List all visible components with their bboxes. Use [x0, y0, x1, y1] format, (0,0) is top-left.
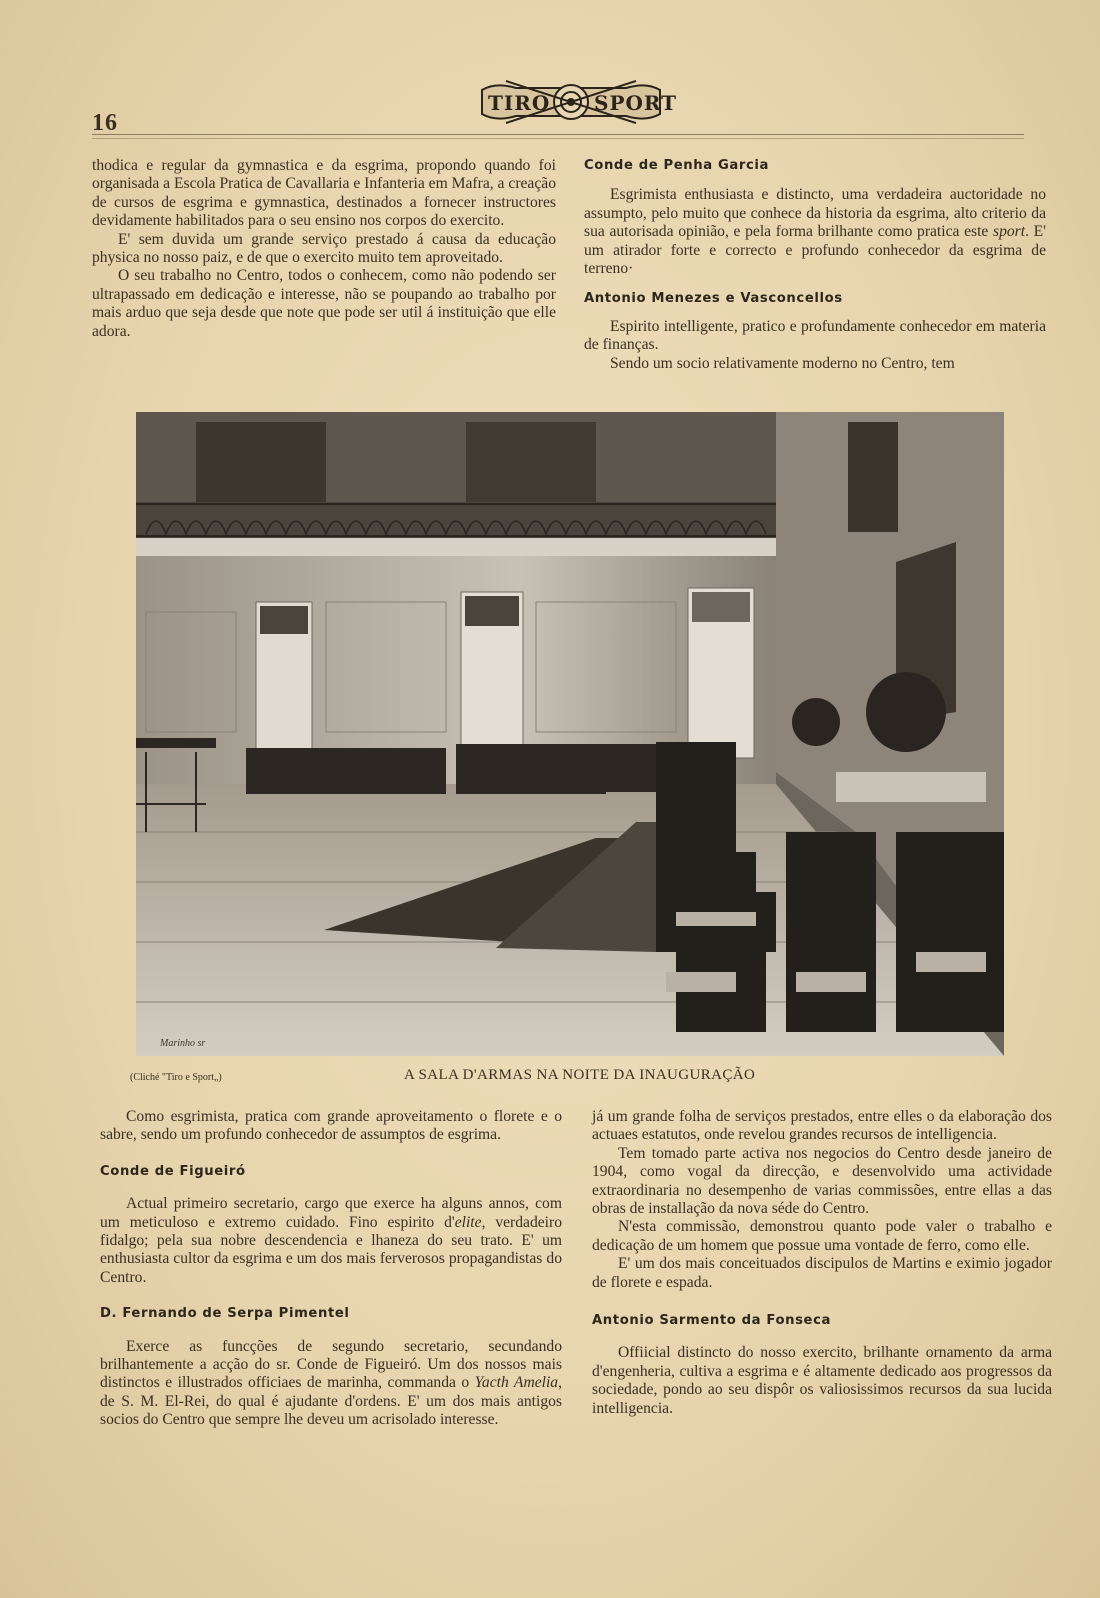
photo-credit: (Cliché "Tiro e Sport„) — [130, 1072, 222, 1083]
paragraph: O seu trabalho no Centro, todos o conhecem, como não podendo ser ultrapassado em dedicação e interesse, não se poupando ao trabalho por mais arduo que seja desde que note que pode ser util á instituição que elle adora. — [92, 267, 556, 340]
column-top-left — [92, 157, 556, 341]
paragraph: Exerce as funcções de segundo secretario, secundando brilhantemente a acção do sr. Conde de Figueiró. Um dos nossos mais distinctos e illustrados officiaes de marinha, commanda o Yacth Amelia, de S. M. El-Rei, do qual é ajudante d'ordens. E' um dos mais antigos socios do Centro que sempre lhe deveu um acrisolado interesse. — [100, 1337, 562, 1429]
column-top-right — [584, 157, 1046, 373]
photo-caption: A SALA D'ARMAS NA NOITE DA INAUGURAÇÃO — [404, 1067, 756, 1083]
photo-fencing-hall — [136, 412, 1004, 1056]
paragraph: N'esta commissão, demonstrou quanto pode valer o trabalho e dedicação de um homem que possue uma vontade de ferro, como elle. — [592, 1218, 1052, 1254]
paragraph: Como esgrimista, pratica com grande aproveitamento o florete e o sabre, sendo um profundo conhecedor de assumptos de esgrima. — [100, 1108, 562, 1144]
section-heading: Conde de Penha Garcia — [584, 158, 770, 173]
engraver-signature: Marinho sr — [160, 1038, 206, 1049]
paragraph: Tem tomado parte activa nos negocios do Centro desde janeiro de 1904, como vogal da direcção, e desenvolvido uma actividade extraordinaria no desempenho de varias commissões, entre ellas a das obras de installação da nova séde do Centro. — [592, 1144, 1052, 1218]
column-bottom-left — [100, 1108, 562, 1430]
column-bottom-right — [592, 1108, 1052, 1418]
header-rule-thin — [92, 138, 1024, 139]
section-heading: D. Fernando de Serpa Pimentel — [100, 1306, 350, 1322]
paragraph: E' sem duvida um grande serviço prestado á causa da educação physica no nosso paiz, e de que o exercito muito tem aproveitado. — [92, 230, 556, 267]
section-heading: Antonio Menezes e Vasconcellos — [584, 291, 843, 307]
section-heading: Antonio Sarmento da Fonseca — [592, 1313, 832, 1329]
paragraph: já um grande folha de serviços prestados, entre elles o da elaboração dos actuaes estatutos, onde revelou grandes recursos de intelligencia. — [592, 1108, 1052, 1144]
svg-text:SPORT: SPORT — [594, 91, 678, 115]
paragraph: Sendo um socio relativamente moderno no Centro, tem — [610, 354, 955, 372]
page-number: 16 — [92, 110, 118, 136]
paragraph: Esgrimista enthusiasta e distincto, uma verdadeira auctoridade no assumpto, pelo muito que conhece da historia da esgrima, alto criterio da sua autorisada opinião, e pela forma brilhante como pratica este sport. E' um atirador forte e correcto e profundo conhecedor da esgrima de terreno· — [584, 186, 1046, 278]
masthead-logo — [476, 76, 678, 128]
header-rule — [92, 134, 1024, 135]
paragraph: Actual primeiro secretario, cargo que exerce ha alguns annos, com um meticuloso e extremo cuidado. Fino espirito d'elite, verdadeiro fidalgo; pela sua nobre descendencia e lhaneza do seu trato. E' um enthusiasta cultor da esgrima e um dos mais ferverosos propagandistas do Centro. — [100, 1195, 563, 1286]
svg-text:TIRO: TIRO — [488, 91, 551, 115]
paragraph: Espirito intelligente, pratico e profundamente conhecedor em materia de finanças. — [584, 317, 1046, 354]
paragraph: Offiicial distincto do nosso exercito, brilhante ornamento da arma d'engenheria, cultiva a esgrima e é altamente dedicado aos progressos da sociedade, pondo ao seu dispôr os valiosissimos recursos da sua lucida intelligencia. — [592, 1344, 1052, 1417]
paragraph: thodica e regular da gymnastica e da esgrima, propondo quando foi organisada a Escola Pratica de Cavallaria e Infanteria em Mafra, a creação de cursos de esgrima e gymnastica, destinados a fornecer instructores devidamente habilitados para o seu ensino nos corpos do exercito. — [92, 157, 556, 230]
section-heading: Conde de Figueiró — [100, 1163, 246, 1179]
paragraph: E' um dos mais conceituados discipulos de Martins e eximio jogador de florete e espada. — [592, 1255, 1052, 1291]
